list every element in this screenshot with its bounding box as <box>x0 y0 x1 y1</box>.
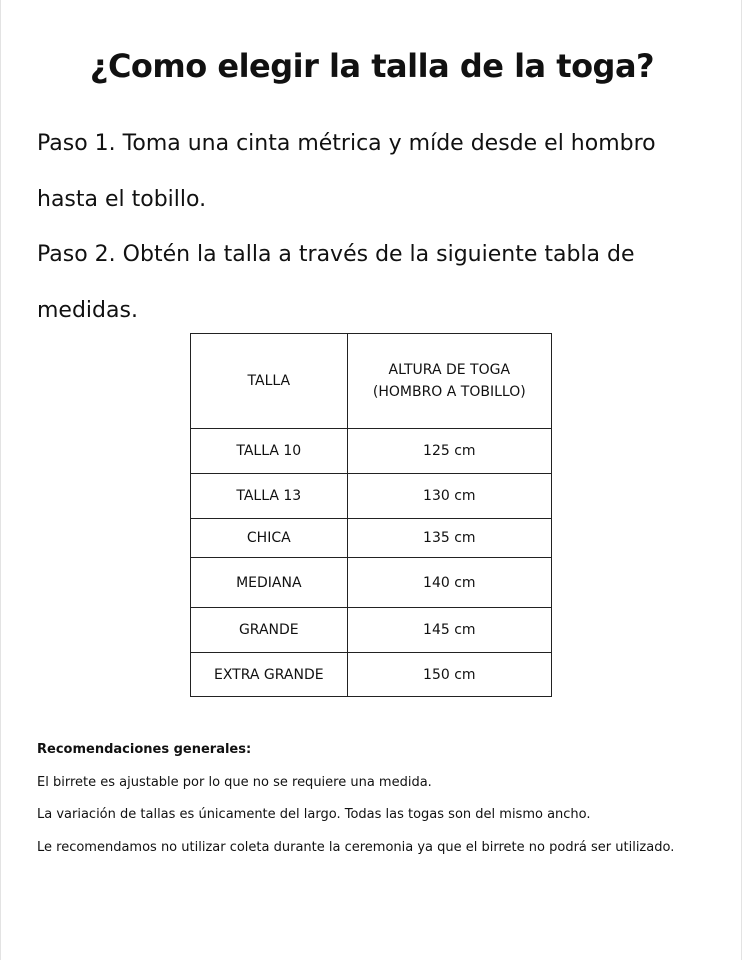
table-row <box>191 653 552 697</box>
height-cell: 140 cm <box>347 558 551 608</box>
recommendation-item: La variación de tallas es únicamente del largo. Todas las togas son del mismo ancho. <box>37 807 591 822</box>
page-title: ¿Como elegir la talla de la toga? <box>89 47 655 85</box>
table-row <box>191 429 552 474</box>
recommendations-title: Recomendaciones generales: <box>37 742 252 757</box>
size-cell: TALLA 13 <box>191 474 348 519</box>
header-height <box>347 334 551 429</box>
size-table <box>190 333 552 697</box>
height-cell: 145 cm <box>347 608 551 653</box>
header-height-line1: ALTURA DE TOGA <box>388 362 511 378</box>
size-cell: TALLA 10 <box>191 429 348 474</box>
height-cell: 135 cm <box>347 519 551 558</box>
recommendations <box>37 734 717 864</box>
instructions <box>37 116 717 338</box>
table-row <box>191 519 552 558</box>
size-cell: MEDIANA <box>191 558 348 608</box>
size-cell: EXTRA GRANDE <box>191 653 348 697</box>
height-cell: 125 cm <box>347 429 551 474</box>
recommendation-item: El birrete es ajustable por lo que no se requiere una medida. <box>37 774 432 790</box>
table-row <box>191 608 552 653</box>
header-height-line2: (HOMBRO A TOBILLO) <box>372 384 526 400</box>
size-cell: CHICA <box>191 519 348 558</box>
table-header-row <box>191 334 552 429</box>
table-row <box>191 474 552 519</box>
size-cell: GRANDE <box>191 608 348 653</box>
height-cell: 150 cm <box>347 653 551 697</box>
recommendation-item: Le recomendamos no utilizar coleta durante la ceremonia ya que el birrete no podrá ser utilizado. <box>37 839 675 855</box>
step-2: Paso 2. Obtén la talla a través de la siguiente tabla de medidas. <box>37 242 635 323</box>
table-row <box>191 558 552 608</box>
header-size: TALLA <box>191 334 348 429</box>
step-1: Paso 1. Toma una cinta métrica y míde desde el hombro hasta el tobillo. <box>37 131 656 212</box>
height-cell: 130 cm <box>347 474 551 519</box>
